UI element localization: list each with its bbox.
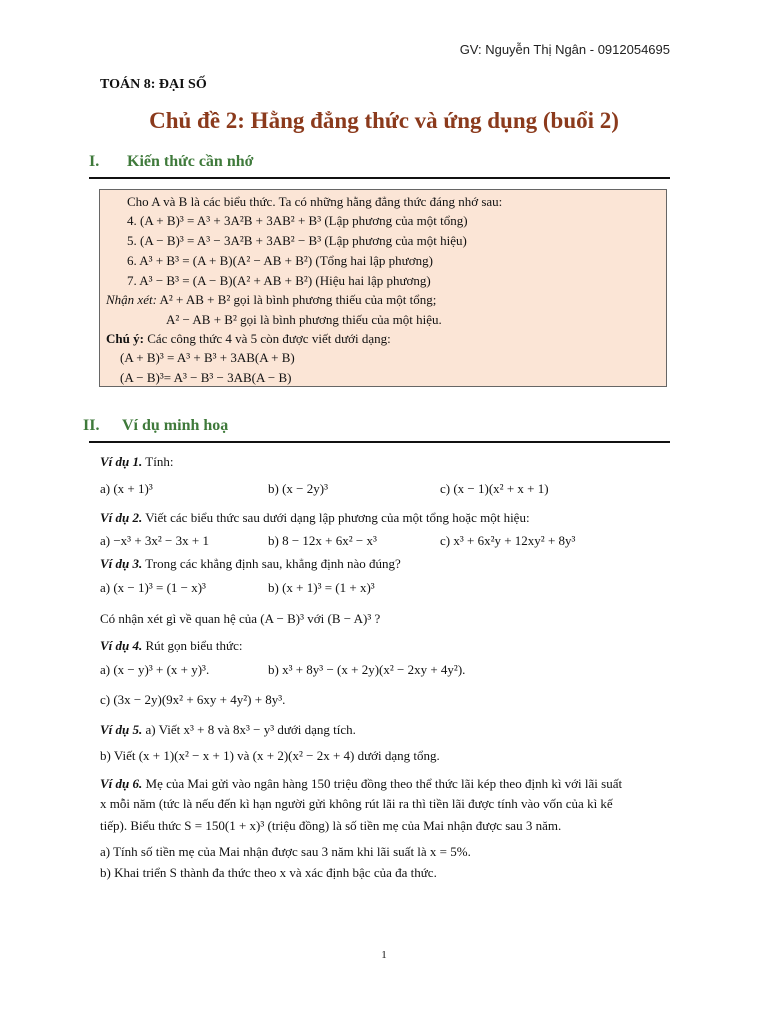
example-6-line-2: x mỗi năm (tức là nếu đến kì hạn người gửi không rút lãi ra thì tiền lãi được tính vào vốn của kì kế <box>100 796 613 811</box>
example-3-b: b) (x + 1)³ = (1 + x)³ <box>268 580 375 595</box>
section-heading-1 <box>89 153 253 171</box>
remark-line-2: A² − AB + B² gọi là bình phương thiếu của một hiệu. <box>166 312 442 327</box>
alt-formula-2: (A − B)³= A³ − B³ − 3AB(A − B) <box>120 370 292 385</box>
remark-line-1: Nhận xét: A² + AB + B² gọi là bình phương thiếu của một tổng; <box>106 292 437 307</box>
example-4-a: a) (x − y)³ + (x + y)³. <box>100 662 210 677</box>
page-title: Chủ đề 2: Hằng đẳng thức và ứng dụng (buổi 2) <box>149 108 619 133</box>
formula-5: 5. (A − B)³ = A³ − 3A²B + 3AB² − B³ (Lập phương của một hiệu) <box>127 233 467 248</box>
formula-7: 7. A³ − B³ = (A − B)(A² + AB + B²) (Hiệu hai lập phương) <box>127 273 431 288</box>
example-3-question: Có nhận xét gì về quan hệ của (A − B)³ với (B − A)³ ? <box>100 611 381 626</box>
example-2-c: c) x³ + 6x²y + 12xy² + 8y³ <box>440 533 576 548</box>
example-1-a: a) (x + 1)³ <box>100 481 153 496</box>
note-line: Chú ý: Các công thức 4 và 5 còn được viết dưới dạng: <box>106 331 391 346</box>
example-6-line-1: Ví dụ 6. Mẹ của Mai gửi vào ngân hàng 150 triệu đồng theo thể thức lãi kép theo định kì với lãi suất <box>100 776 623 791</box>
section-title: Ví dụ minh hoạ <box>122 417 229 434</box>
example-2-a: a) −x³ + 3x² − 3x + 1 <box>100 533 209 548</box>
section-divider <box>89 441 670 443</box>
teacher-header: GV: Nguyễn Thị Ngân - 0912054695 <box>459 42 670 57</box>
example-4-b: b) x³ + 8y³ − (x + 2y)(x² − 2xy + 4y²). <box>268 662 466 677</box>
formula-4: 4. (A + B)³ = A³ + 3A²B + 3AB² + B³ (Lập phương của một tổng) <box>127 213 468 228</box>
remark-label: Nhận xét: <box>106 292 157 307</box>
example-2-heading: Ví dụ 2. Viết các biểu thức sau dưới dạng lập phương của một tổng hoặc một hiệu: <box>100 510 530 525</box>
alt-formula-1: (A + B)³ = A³ + B³ + 3AB(A + B) <box>120 350 295 365</box>
example-5-a: Ví dụ 5. a) Viết x³ + 8 và 8x³ − y³ dưới dạng tích. <box>100 722 356 737</box>
formula-6: 6. A³ + B³ = (A + B)(A² − AB + B²) (Tổng hai lập phương) <box>127 253 433 268</box>
formula-box <box>99 189 667 387</box>
example-3-a: a) (x − 1)³ = (1 − x)³ <box>100 580 206 595</box>
section-title: Kiến thức cần nhớ <box>127 153 254 170</box>
example-1-heading: Ví dụ 1. Tính: <box>100 454 174 469</box>
note-label: Chú ý: <box>106 331 144 346</box>
section-number: II. <box>83 417 100 434</box>
box-intro: Cho A và B là các biểu thức. Ta có những hằng đẳng thức đáng nhớ sau: <box>127 194 503 209</box>
example-6-line-3: tiếp). Biểu thức S = 150(1 + x)³ (triệu đồng) là số tiền mẹ của Mai nhận được sau 3 năm. <box>100 818 562 833</box>
example-6-b: b) Khai triển S thành đa thức theo x và xác định bậc của đa thức. <box>100 865 437 880</box>
example-3-heading: Ví dụ 3. Trong các khẳng định sau, khẳng định nào đúng? <box>100 556 401 571</box>
example-4-heading: Ví dụ 4. Rút gọn biểu thức: <box>100 638 243 653</box>
example-6-a: a) Tính số tiền mẹ của Mai nhận được sau 3 năm khi lãi suất là x = 5%. <box>100 844 471 859</box>
example-4-c: c) (3x − 2y)(9x² + 6xy + 4y²) + 8y³. <box>100 692 286 707</box>
example-1-b: b) (x − 2y)³ <box>268 481 328 496</box>
subject-label: TOÁN 8: ĐẠI SỐ <box>100 77 207 92</box>
example-1-c: c) (x − 1)(x² + x + 1) <box>440 481 549 496</box>
section-heading-2 <box>83 417 228 435</box>
section-number: I. <box>89 153 100 170</box>
example-2-b: b) 8 − 12x + 6x² − x³ <box>268 533 377 548</box>
example-5-b: b) Viết (x + 1)(x² − x + 1) và (x + 2)(x² − 2x + 4) dưới dạng tổng. <box>100 748 440 763</box>
section-divider <box>89 177 670 179</box>
page-number: 1 <box>381 949 387 961</box>
